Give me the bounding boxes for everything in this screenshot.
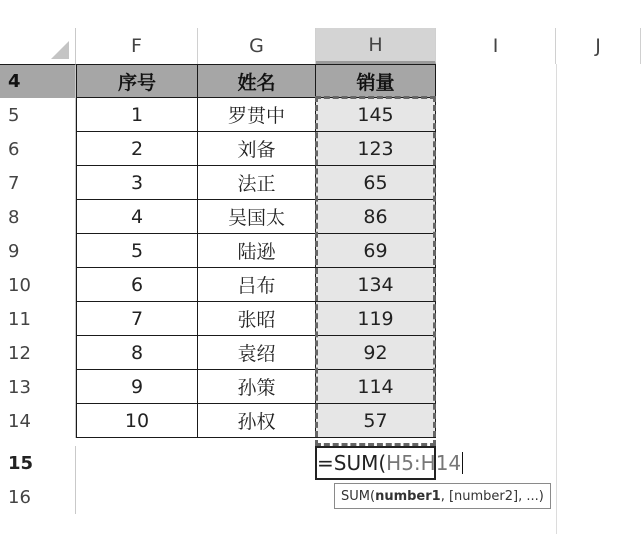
column-header-row — [0, 28, 641, 64]
tooltip-remaining-args: , [number2], ...) — [440, 488, 544, 504]
cell-sales[interactable]: 57 — [316, 404, 436, 438]
cell-index[interactable]: 3 — [76, 166, 198, 200]
row-header-6[interactable]: 6 — [0, 132, 76, 166]
row-header-5[interactable]: 5 — [0, 98, 76, 132]
table-row — [0, 302, 641, 336]
cell-index[interactable]: 1 — [76, 98, 198, 132]
column-header-j[interactable]: J — [556, 28, 641, 64]
cell-sales[interactable]: 145 — [316, 98, 436, 132]
cell-sales[interactable]: 134 — [316, 268, 436, 302]
cell-sales[interactable]: 65 — [316, 166, 436, 200]
table-row — [0, 132, 641, 166]
cell-index[interactable]: 9 — [76, 370, 198, 404]
row-header-4[interactable]: 4 — [0, 64, 76, 98]
formula-prefix: =SUM( — [317, 451, 387, 475]
cell-name[interactable]: 张昭 — [198, 302, 316, 336]
row-header-7[interactable]: 7 — [0, 166, 76, 200]
header-cell-sales[interactable]: 销量 — [316, 64, 436, 98]
formula-text[interactable] — [317, 448, 463, 478]
cell-sales[interactable]: 86 — [316, 200, 436, 234]
cell-sales[interactable]: 69 — [316, 234, 436, 268]
table-row — [0, 336, 641, 370]
table-row — [0, 166, 641, 200]
cell-index[interactable]: 2 — [76, 132, 198, 166]
row-header-12[interactable]: 12 — [0, 336, 76, 370]
table-row — [0, 404, 641, 438]
header-cell-name[interactable]: 姓名 — [198, 64, 316, 98]
cell-index[interactable]: 5 — [76, 234, 198, 268]
column-header-h[interactable]: H — [316, 28, 436, 64]
formula-range-reference: H5:H14 — [386, 451, 462, 475]
table-row — [0, 268, 641, 302]
cell-name[interactable]: 刘备 — [198, 132, 316, 166]
cell-name[interactable]: 陆逊 — [198, 234, 316, 268]
function-tooltip[interactable] — [334, 483, 551, 509]
cell-name[interactable]: 孙权 — [198, 404, 316, 438]
cell-index[interactable]: 7 — [76, 302, 198, 336]
cell-sales[interactable]: 119 — [316, 302, 436, 336]
cell-sales[interactable]: 114 — [316, 370, 436, 404]
tooltip-current-arg[interactable]: number1 — [375, 488, 441, 504]
cell-name[interactable]: 吕布 — [198, 268, 316, 302]
column-header-i[interactable]: I — [436, 28, 556, 64]
table-header-row — [0, 64, 641, 98]
column-header-f[interactable]: F — [76, 28, 198, 64]
row-header-13[interactable]: 13 — [0, 370, 76, 404]
cell-name[interactable]: 吴国太 — [198, 200, 316, 234]
cell-index[interactable]: 6 — [76, 268, 198, 302]
text-cursor — [462, 452, 463, 474]
row-header-15[interactable]: 15 — [0, 446, 76, 480]
cell-sales[interactable]: 123 — [316, 132, 436, 166]
table-row — [0, 98, 641, 132]
cell-name[interactable]: 法正 — [198, 166, 316, 200]
cell-index[interactable]: 8 — [76, 336, 198, 370]
header-cell-index[interactable]: 序号 — [76, 64, 198, 98]
table-row — [0, 200, 641, 234]
table-row — [0, 370, 641, 404]
cell-name[interactable]: 罗贯中 — [198, 98, 316, 132]
row-header-10[interactable]: 10 — [0, 268, 76, 302]
table-row — [0, 234, 641, 268]
row-header-11[interactable]: 11 — [0, 302, 76, 336]
tooltip-function[interactable]: SUM( — [341, 488, 376, 504]
cell-name[interactable]: 孙策 — [198, 370, 316, 404]
row-header-14[interactable]: 14 — [0, 404, 76, 438]
row-header-9[interactable]: 9 — [0, 234, 76, 268]
cell-index[interactable]: 4 — [76, 200, 198, 234]
column-header-g[interactable]: G — [198, 28, 316, 64]
cell-index[interactable]: 10 — [76, 404, 198, 438]
row-header-8[interactable]: 8 — [0, 200, 76, 234]
row-header-16[interactable]: 16 — [0, 480, 76, 514]
cell-sales[interactable]: 92 — [316, 336, 436, 370]
cell-name[interactable]: 袁绍 — [198, 336, 316, 370]
